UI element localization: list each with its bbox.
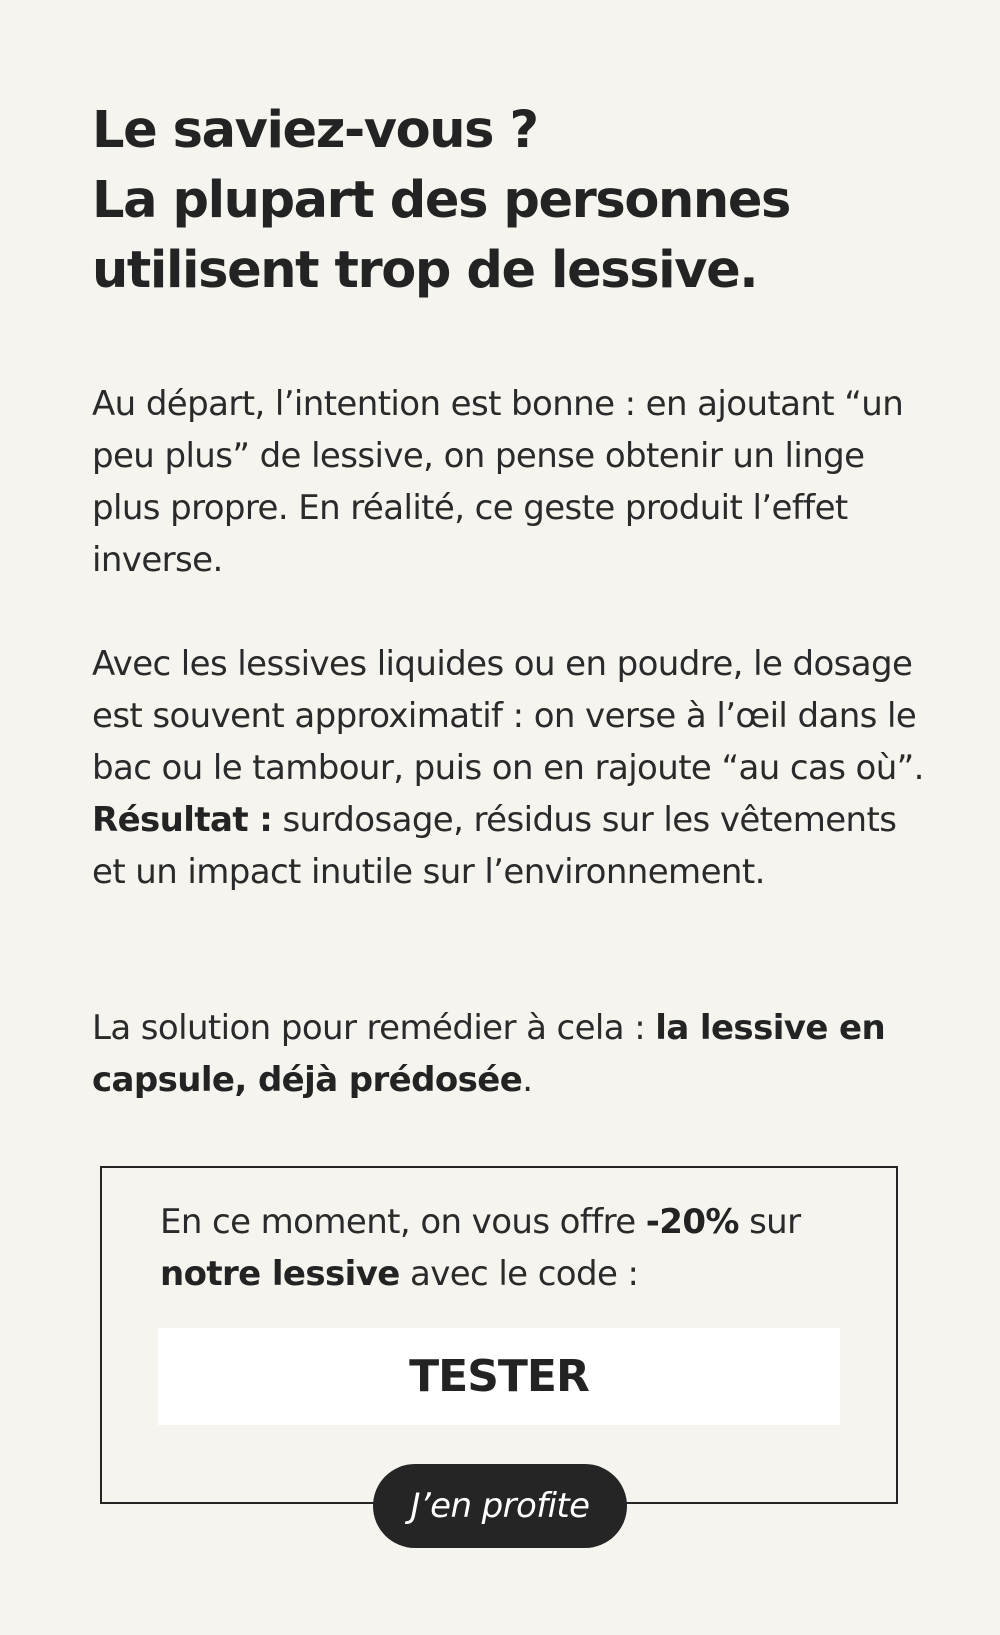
promo-box bbox=[100, 1166, 898, 1504]
promo-text bbox=[160, 1196, 820, 1300]
solution-lead: La solution pour remédier à cela : bbox=[92, 1008, 656, 1048]
promo-code[interactable]: TESTER bbox=[409, 1351, 589, 1402]
promo-text-middle: sur bbox=[738, 1202, 801, 1242]
result-text: surdosage, résidus sur les vêtements et un impact inutile sur l’environnement. bbox=[92, 800, 897, 892]
promo-product: notre lessive bbox=[160, 1254, 400, 1294]
headline-line-1: Le saviez-vous ? bbox=[92, 101, 538, 160]
intro-paragraph: Au départ, l’intention est bonne : en ajoutant “un peu plus” de lessive, on pense obtenir un linge plus propre. En réalité, ce geste produit l’effet inverse. bbox=[92, 384, 904, 580]
promo-discount: -20% bbox=[645, 1202, 739, 1242]
headline-line-2: La plupart des personnes bbox=[92, 171, 790, 230]
dosage-paragraph bbox=[92, 638, 932, 898]
solution-end: . bbox=[522, 1060, 533, 1100]
promo-code-box[interactable] bbox=[158, 1328, 840, 1425]
headline-line-3: utilisent trop de lessive. bbox=[92, 241, 758, 300]
solution-highlight: la lessive en capsule, déjà prédosée bbox=[92, 1008, 886, 1100]
promo-text-after: avec le code : bbox=[399, 1254, 639, 1294]
article-content bbox=[92, 96, 932, 1100]
solution-paragraph bbox=[92, 1002, 932, 1106]
dosage-text: Avec les lessives liquides ou en poudre, le dosage est souvent approximatif : on verse à l’œil dans le bac ou le tambour, puis on en rajoute “au cas où”. bbox=[92, 644, 924, 788]
result-label: Résultat : bbox=[92, 800, 273, 840]
promo-text-before: En ce moment, on vous offre bbox=[160, 1202, 646, 1242]
cta-button[interactable]: J’en profite bbox=[373, 1464, 627, 1548]
headline bbox=[92, 96, 932, 306]
